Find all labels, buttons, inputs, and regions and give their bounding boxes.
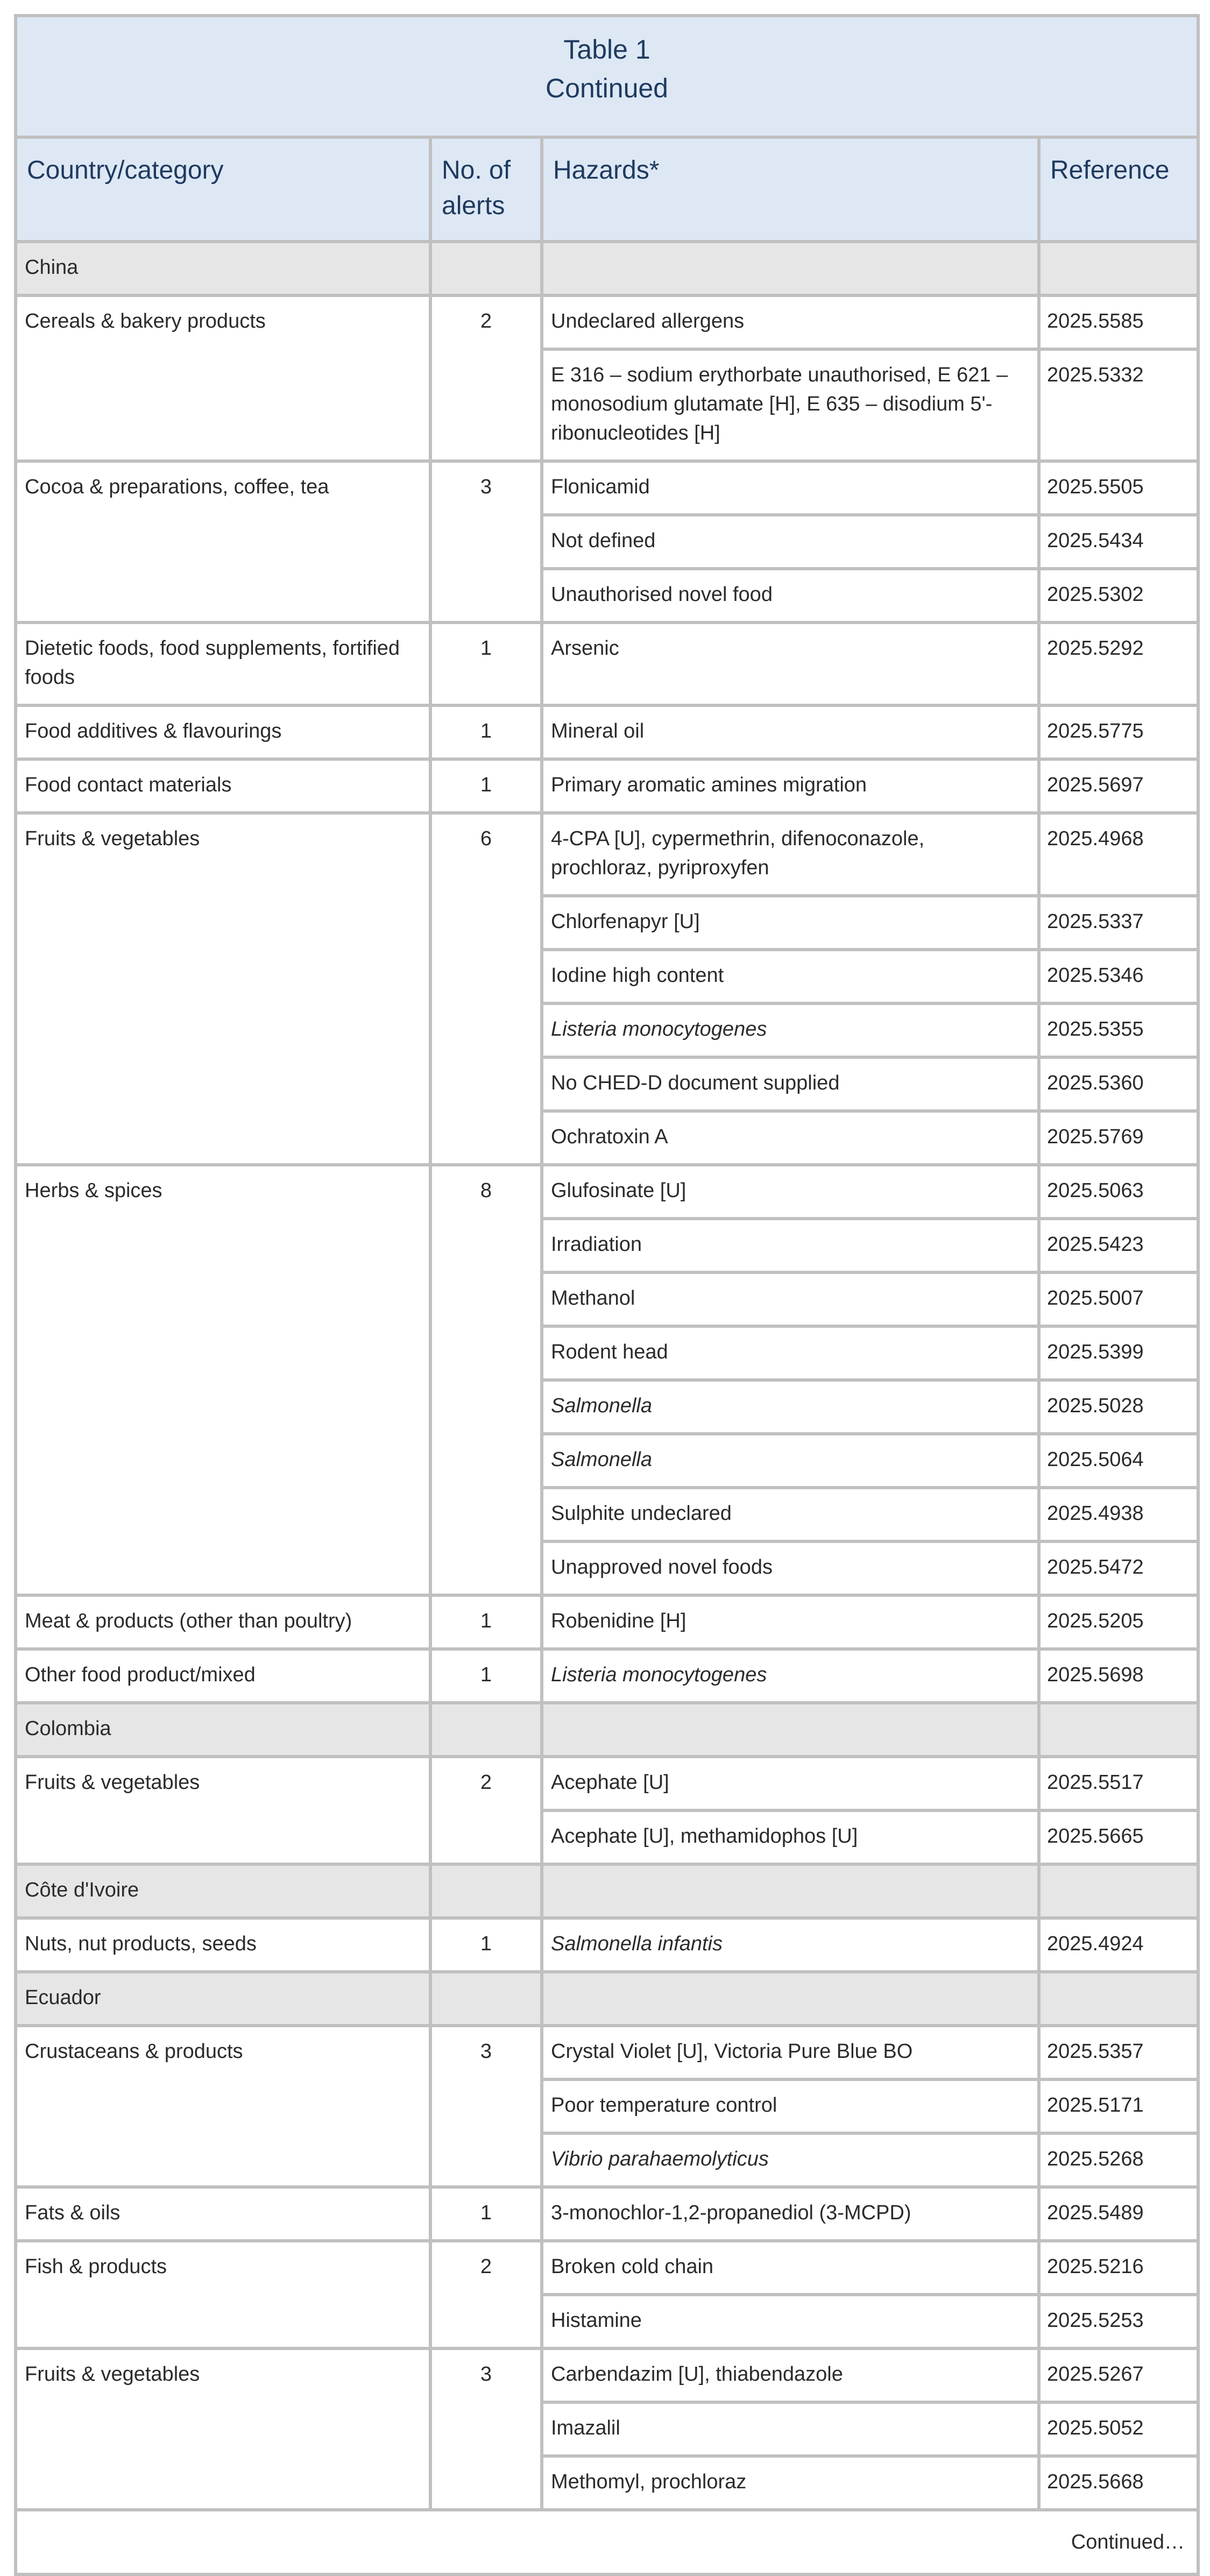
alerts-table: [14, 14, 1200, 2576]
empty-cell: [430, 242, 542, 295]
hazard-text: 3-monochlor-1,2-propanediol (3-MCPD): [542, 2187, 1039, 2241]
category-name: Dietetic foods, food supplements, fortified foods: [16, 622, 430, 705]
category-name: Cocoa & preparations, coffee, tea: [16, 461, 430, 622]
hazard-text: Crystal Violet [U], Victoria Pure Blue BO: [542, 2026, 1039, 2079]
table-row: [16, 1649, 1198, 1703]
alert-count: 2: [430, 1757, 542, 1864]
country-name: Ecuador: [16, 1972, 430, 2026]
table-row: [16, 813, 1198, 896]
hazard-text: Undeclared allergens: [542, 295, 1039, 349]
hazard-text: Methomyl, prochloraz: [542, 2456, 1039, 2510]
category-name: Fruits & vegetables: [16, 1757, 430, 1864]
reference-number: 2025.5489: [1039, 2187, 1198, 2241]
reference-number: 2025.4968: [1039, 813, 1198, 896]
alert-count: 1: [430, 1918, 542, 1972]
hazard-text: Arsenic: [542, 622, 1039, 705]
reference-number: 2025.4924: [1039, 1918, 1198, 1972]
hazard-text: Robenidine [H]: [542, 1595, 1039, 1649]
reference-number: 2025.5665: [1039, 1810, 1198, 1864]
hazard-text: Ochratoxin A: [542, 1111, 1039, 1165]
alert-count: 1: [430, 1595, 542, 1649]
table-footer-row: [16, 2510, 1198, 2574]
category-name: Herbs & spices: [16, 1165, 430, 1595]
table-row: [16, 1918, 1198, 1972]
hazard-text: Not defined: [542, 515, 1039, 569]
reference-number: 2025.5052: [1039, 2402, 1198, 2456]
alert-count: 1: [430, 1649, 542, 1703]
table-row: [16, 759, 1198, 813]
table-row: [16, 2241, 1198, 2295]
reference-number: 2025.5216: [1039, 2241, 1198, 2295]
hazard-text: Broken cold chain: [542, 2241, 1039, 2295]
country-row: [16, 242, 1198, 295]
table-row: [16, 2348, 1198, 2402]
hazard-text: Glufosinate [U]: [542, 1165, 1039, 1219]
alert-count: 1: [430, 622, 542, 705]
empty-cell: [1039, 1972, 1198, 2026]
reference-number: 2025.5332: [1039, 349, 1198, 461]
category-name: Fruits & vegetables: [16, 2348, 430, 2510]
hazard-text: Salmonella: [542, 1380, 1039, 1434]
reference-number: 2025.5253: [1039, 2295, 1198, 2348]
hazard-text: Unapproved novel foods: [542, 1541, 1039, 1595]
hazard-text: Rodent head: [542, 1326, 1039, 1380]
reference-number: 2025.5697: [1039, 759, 1198, 813]
reference-number: 2025.5171: [1039, 2079, 1198, 2133]
alert-count: 1: [430, 759, 542, 813]
hazard-text: Mineral oil: [542, 705, 1039, 759]
category-name: Meat & products (other than poultry): [16, 1595, 430, 1649]
column-header-reference: Reference: [1039, 137, 1198, 242]
hazard-text: Listeria monocytogenes: [542, 1003, 1039, 1057]
reference-number: 2025.5028: [1039, 1380, 1198, 1434]
empty-cell: [542, 242, 1039, 295]
table-caption: [16, 16, 1198, 137]
hazard-text: Chlorfenapyr [U]: [542, 896, 1039, 950]
reference-number: 2025.5355: [1039, 1003, 1198, 1057]
hazard-text: E 316 – sodium erythorbate unauthorised, E 621 – monosodium glutamate [H], E 635 – disodium 5'-ribonucleotides [H]: [542, 349, 1039, 461]
table-row: [16, 1757, 1198, 1810]
empty-cell: [1039, 1703, 1198, 1757]
reference-number: 2025.5357: [1039, 2026, 1198, 2079]
empty-cell: [542, 1703, 1039, 1757]
country-name: Côte d'Ivoire: [16, 1864, 430, 1918]
hazard-text: Vibrio parahaemolyticus: [542, 2133, 1039, 2187]
hazard-text: Poor temperature control: [542, 2079, 1039, 2133]
reference-number: 2025.5668: [1039, 2456, 1198, 2510]
reference-number: 2025.5205: [1039, 1595, 1198, 1649]
hazard-text: Salmonella infantis: [542, 1918, 1039, 1972]
hazard-text: Carbendazim [U], thiabendazole: [542, 2348, 1039, 2402]
reference-number: 2025.5775: [1039, 705, 1198, 759]
hazard-text: Acephate [U], methamidophos [U]: [542, 1810, 1039, 1864]
table-row: [16, 1595, 1198, 1649]
reference-number: 2025.5064: [1039, 1434, 1198, 1488]
hazard-text: Unauthorised novel food: [542, 569, 1039, 622]
reference-number: 2025.5302: [1039, 569, 1198, 622]
table-caption-row: [16, 16, 1198, 137]
column-header-alerts: No. of alerts: [430, 137, 542, 242]
hazard-text: Flonicamid: [542, 461, 1039, 515]
hazard-text: Histamine: [542, 2295, 1039, 2348]
reference-number: 2025.5346: [1039, 950, 1198, 1003]
empty-cell: [542, 1972, 1039, 2026]
category-name: Other food product/mixed: [16, 1649, 430, 1703]
country-row: [16, 1972, 1198, 2026]
alert-count: 1: [430, 2187, 542, 2241]
hazard-text: Sulphite undeclared: [542, 1488, 1039, 1541]
reference-number: 2025.5268: [1039, 2133, 1198, 2187]
reference-number: 2025.5769: [1039, 1111, 1198, 1165]
hazard-text: Listeria monocytogenes: [542, 1649, 1039, 1703]
reference-number: 2025.5698: [1039, 1649, 1198, 1703]
reference-number: 2025.5007: [1039, 1272, 1198, 1326]
reference-number: 2025.5292: [1039, 622, 1198, 705]
reference-number: 2025.5360: [1039, 1057, 1198, 1111]
category-name: Crustaceans & products: [16, 2026, 430, 2187]
hazard-text: Iodine high content: [542, 950, 1039, 1003]
country-row: [16, 1864, 1198, 1918]
column-header-hazards: Hazards*: [542, 137, 1039, 242]
category-name: Food additives & flavourings: [16, 705, 430, 759]
category-name: Food contact materials: [16, 759, 430, 813]
table-body: [16, 242, 1198, 2510]
table-row: [16, 2026, 1198, 2079]
table-row: [16, 461, 1198, 515]
reference-number: 2025.5517: [1039, 1757, 1198, 1810]
alert-count: 8: [430, 1165, 542, 1595]
column-header-country: Country/category: [16, 137, 430, 242]
reference-number: 2025.5505: [1039, 461, 1198, 515]
table-row: [16, 622, 1198, 705]
hazard-text: Acephate [U]: [542, 1757, 1039, 1810]
reference-number: 2025.5585: [1039, 295, 1198, 349]
reference-number: 2025.5063: [1039, 1165, 1198, 1219]
reference-number: 2025.5423: [1039, 1219, 1198, 1272]
reference-number: 2025.4938: [1039, 1488, 1198, 1541]
country-name: Colombia: [16, 1703, 430, 1757]
empty-cell: [1039, 1864, 1198, 1918]
hazard-text: Irradiation: [542, 1219, 1039, 1272]
alert-count: 6: [430, 813, 542, 1165]
reference-number: 2025.5399: [1039, 1326, 1198, 1380]
reference-number: 2025.5472: [1039, 1541, 1198, 1595]
table-row: [16, 2187, 1198, 2241]
category-name: Cereals & bakery products: [16, 295, 430, 461]
empty-cell: [430, 1703, 542, 1757]
table-row: [16, 1165, 1198, 1219]
column-header-row: [16, 137, 1198, 242]
empty-cell: [542, 1864, 1039, 1918]
alert-count: 2: [430, 295, 542, 461]
table-row: [16, 705, 1198, 759]
hazard-text: Salmonella: [542, 1434, 1039, 1488]
reference-number: 2025.5337: [1039, 896, 1198, 950]
alert-count: 3: [430, 461, 542, 622]
continued-note: Continued…: [16, 2510, 1198, 2574]
table-subtitle: Continued: [546, 73, 668, 103]
reference-number: 2025.5267: [1039, 2348, 1198, 2402]
category-name: Fish & products: [16, 2241, 430, 2348]
hazard-text: Methanol: [542, 1272, 1039, 1326]
category-name: Nuts, nut products, seeds: [16, 1918, 430, 1972]
category-name: Fats & oils: [16, 2187, 430, 2241]
empty-cell: [430, 1864, 542, 1918]
hazard-text: Primary aromatic amines migration: [542, 759, 1039, 813]
country-name: China: [16, 242, 430, 295]
alert-count: 3: [430, 2348, 542, 2510]
hazard-text: 4-CPA [U], cypermethrin, difenoconazole, prochloraz, pyriproxyfen: [542, 813, 1039, 896]
table-title: Table 1: [563, 34, 650, 65]
hazard-text: No CHED-D document supplied: [542, 1057, 1039, 1111]
reference-number: 2025.5434: [1039, 515, 1198, 569]
table-container: [14, 14, 1197, 2576]
alert-count: 2: [430, 2241, 542, 2348]
hazard-text: Imazalil: [542, 2402, 1039, 2456]
empty-cell: [430, 1972, 542, 2026]
alert-count: 3: [430, 2026, 542, 2187]
category-name: Fruits & vegetables: [16, 813, 430, 1165]
alert-count: 1: [430, 705, 542, 759]
table-row: [16, 295, 1198, 349]
country-row: [16, 1703, 1198, 1757]
empty-cell: [1039, 242, 1198, 295]
